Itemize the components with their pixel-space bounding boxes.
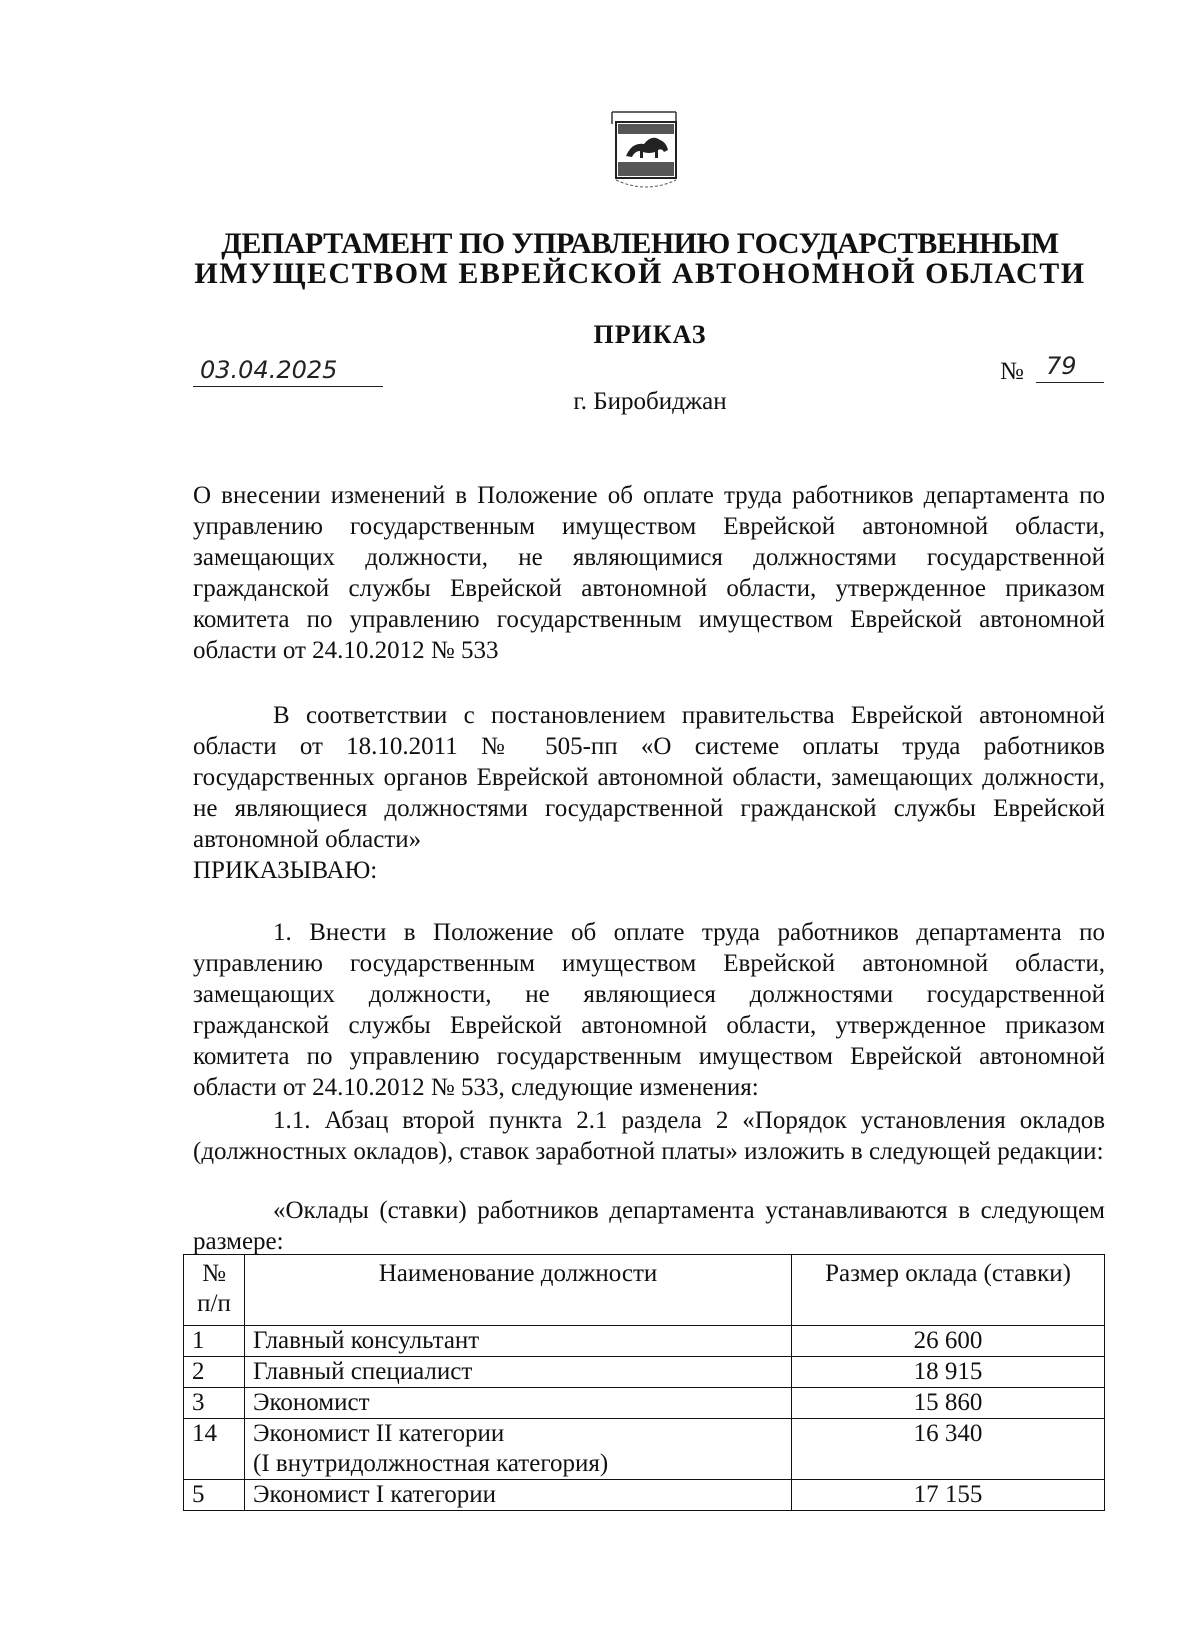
row-position: Экономист [245, 1388, 792, 1419]
table-row [184, 1419, 1105, 1480]
row-number: 14 [184, 1419, 245, 1480]
row-salary: 26 600 [792, 1326, 1105, 1357]
header-position: Наименование должности [245, 1255, 792, 1326]
row-number: 3 [184, 1388, 245, 1419]
number-label: № [1000, 358, 1024, 385]
department-name-line2: ИМУЩЕСТВОМ ЕВРЕЙСКОЙ АВТОНОМНОЙ ОБЛАСТИ [194, 257, 1086, 290]
table-row [184, 1480, 1105, 1511]
salary-table [183, 1254, 1105, 1511]
row-position: Главный консультант [245, 1326, 792, 1357]
table-row [184, 1357, 1105, 1388]
department-name-line1: ДЕПАРТАМЕНТ ПО УПРАВЛЕНИЮ ГОСУДАРСТВЕННЫМ [221, 227, 1059, 260]
header-salary: Размер оклада (ставки) [792, 1255, 1105, 1326]
order-number: 79 [1046, 352, 1077, 380]
table-row [184, 1326, 1105, 1357]
row-salary: 15 860 [792, 1388, 1105, 1419]
document-type-title: ПРИКАЗ [593, 320, 707, 349]
item-1-1-paragraph: 1.1. Абзац второй пункта 2.1 раздела 2 «Порядок установления окладов (должностных окладов), ставок заработной платы» изложить в следующей редакции: [193, 1107, 1105, 1165]
table-header-row [184, 1255, 1105, 1326]
item-1-paragraph: 1. Внести в Положение об оплате труда работников департамента по управлению государственным имуществом Еврейской автономной области, замещающих должности, не являющиеся должностями государственной гражданской службы Еврейской автономной области, утвержденное приказом комитета по управлению государственным имуществом Еврейской автономной области от 24.10.2012 № 533, следующие изменения: [193, 919, 1105, 1101]
city-name: г. Биробиджан [573, 388, 727, 415]
row-salary: 16 340 [792, 1419, 1105, 1480]
row-number: 2 [184, 1357, 245, 1388]
row-salary: 17 155 [792, 1480, 1105, 1511]
row-position-line1: Экономист II категории [253, 1420, 505, 1447]
row-salary: 18 915 [792, 1357, 1105, 1388]
row-position: Главный специалист [245, 1357, 792, 1388]
coat-of-arms-emblem [606, 108, 686, 194]
order-keyword: ПРИКАЗЫВАЮ: [193, 857, 378, 884]
row-number: 1 [184, 1326, 245, 1357]
preamble-paragraph: В соответствии с постановлением правительства Еврейской автономной области от 18.10.2011 № 505-пп «О системе оплаты труда работников государственных органов Еврейской автономной области, замещающих должности, не являющиеся должностями государственной гражданской службы Еврейской автономной области» [193, 702, 1105, 853]
row-position-line2: (I внутридолжностная категория) [253, 1450, 609, 1477]
order-date: 03.04.2025 [200, 356, 338, 384]
row-position [245, 1419, 792, 1480]
header-number: № п/п [184, 1255, 245, 1326]
row-number: 5 [184, 1480, 245, 1511]
row-position: Экономист I категории [245, 1480, 792, 1511]
order-subject: О внесении изменений в Положение об оплате труда работников департамента по управлению государственным имуществом Еврейской автономной области, замещающих должности, не являющимися должностями государственной гражданской службы Еврейской автономной области, утвержденное приказом комитета по управлению государственным имуществом Еврейской автономной области от 24.10.2012 № 533 [193, 482, 1105, 664]
table-row [184, 1388, 1105, 1419]
quote-intro-paragraph: «Оклады (ставки) работников департамента устанавливаются в следующем размере: [193, 1197, 1105, 1255]
